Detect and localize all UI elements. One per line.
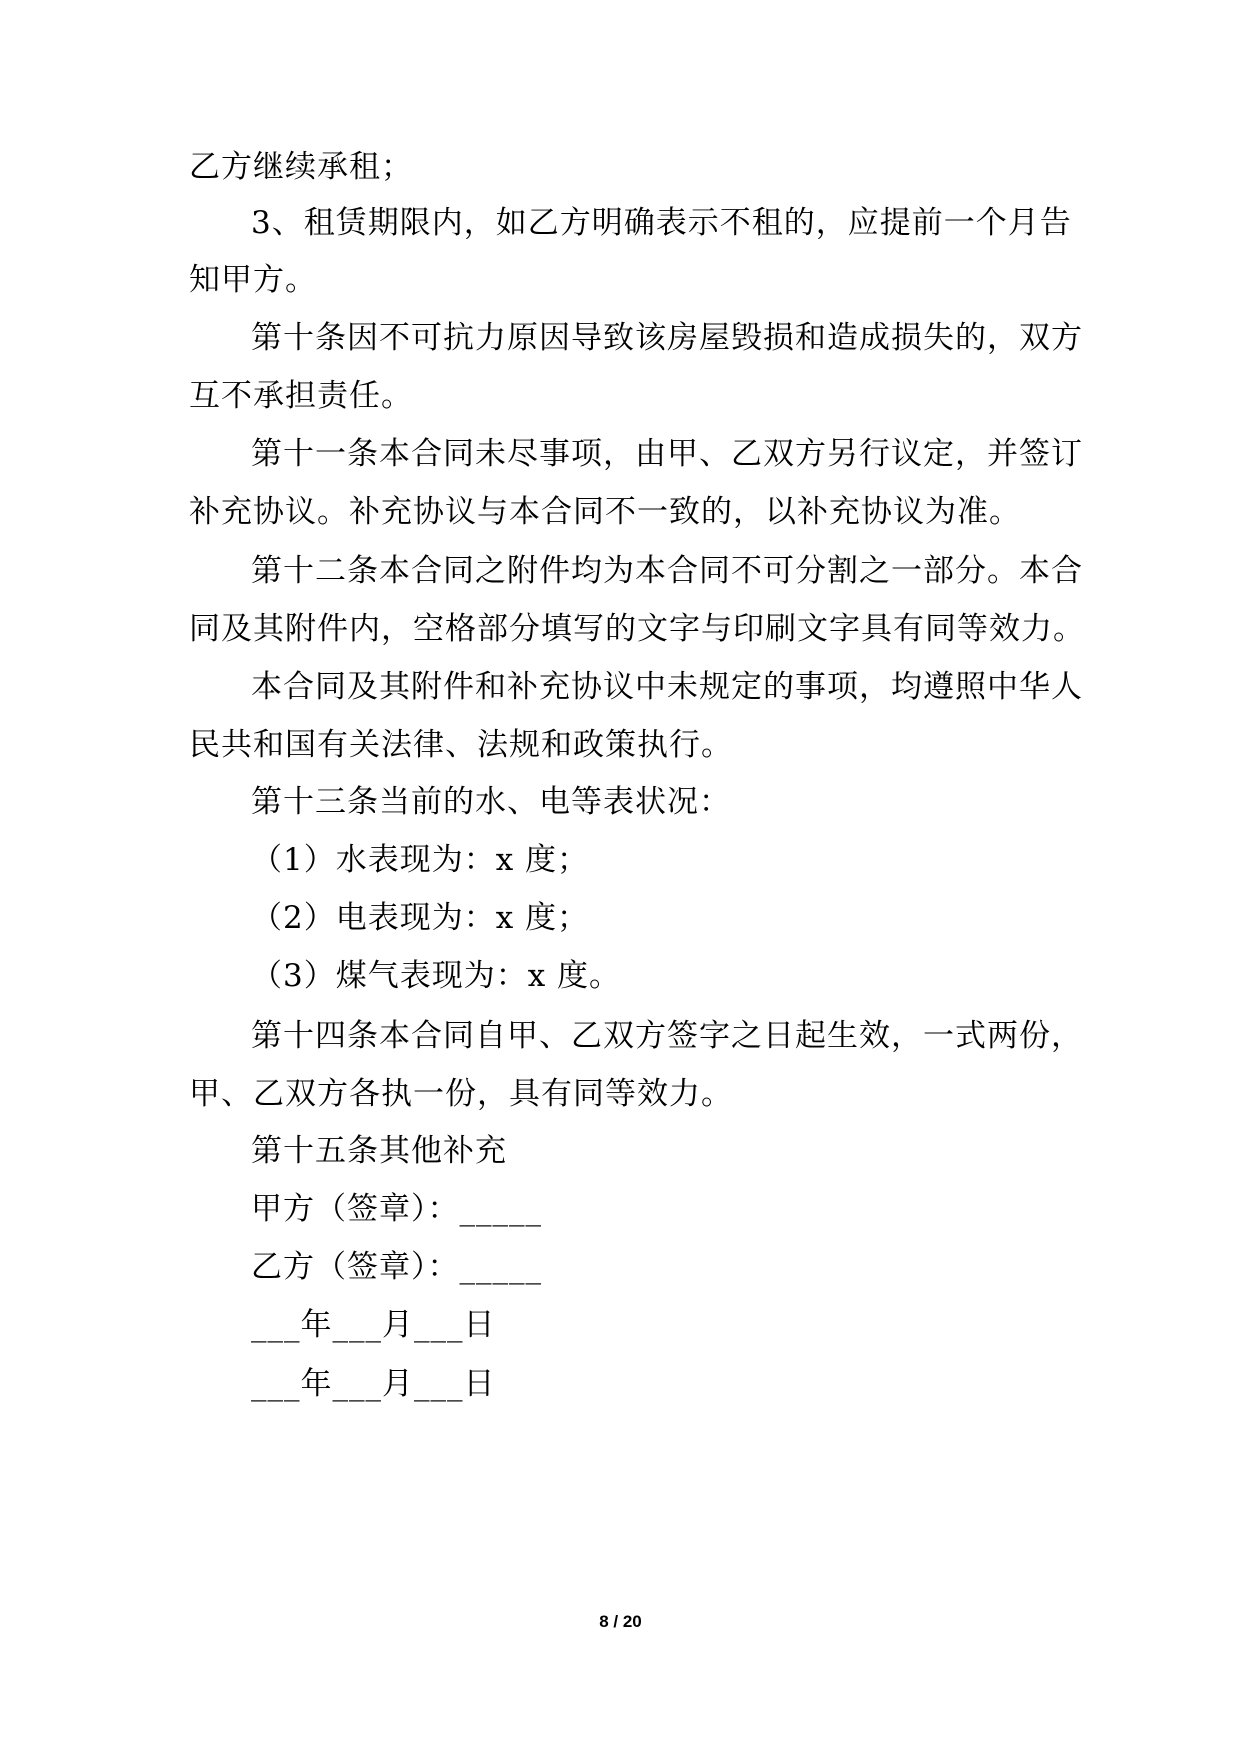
text-line-electric-meter: （2）电表现为：x 度； — [251, 900, 590, 936]
text-line-clause-3: 3、租赁期限内，如乙方明确表示不租的，应提前一个月告 — [251, 205, 1072, 241]
text-line-article-11: 第十一条本合同未尽事项，由甲、乙双方另行议定，并签订 — [251, 436, 1083, 472]
page-number: 8 / 20 — [599, 1612, 642, 1631]
date-line-1: ___年___月___日 — [251, 1307, 496, 1343]
text-line-article-12: 第十二条本合同之附件均为本合同不可分割之一部分。本合 — [251, 553, 1083, 589]
text-line-law-reference-end: 民共和国有关法律、法规和政策执行。 — [189, 727, 733, 763]
text-line-article-10-end: 互不承担责任。 — [189, 378, 413, 414]
text-line-article-14-end: 甲、乙双方各执一份，具有同等效力。 — [189, 1076, 733, 1112]
date-line-2: ___年___月___日 — [251, 1366, 496, 1402]
text-line-article-11-end: 补充协议。补充协议与本合同不一致的，以补充协议为准。 — [189, 494, 1021, 530]
text-line-article-14: 第十四条本合同自甲、乙双方签字之日起生效，一式两份， — [251, 1018, 1083, 1054]
text-line-article-13: 第十三条当前的水、电等表状况： — [251, 784, 731, 820]
text-line-article-10: 第十条因不可抗力原因导致该房屋毁损和造成损失的，双方 — [251, 320, 1083, 356]
text-line-law-reference: 本合同及其附件和补充协议中未规定的事项，均遵照中华人 — [251, 669, 1083, 705]
text-line-article-15: 第十五条其他补充 — [251, 1133, 507, 1169]
text-line-clause-3-end: 知甲方。 — [189, 262, 317, 298]
text-line-article-12-end: 同及其附件内，空格部分填写的文字与印刷文字具有同等效力。 — [189, 611, 1085, 647]
text-line-gas-meter: （3）煤气表现为：x 度。 — [251, 958, 622, 994]
text-line-continuation: 乙方继续承租； — [189, 149, 413, 185]
text-line-water-meter: （1）水表现为：x 度； — [251, 842, 590, 878]
signature-party-b: 乙方（签章）：_____ — [251, 1249, 542, 1285]
signature-party-a: 甲方（签章）：_____ — [251, 1191, 542, 1227]
